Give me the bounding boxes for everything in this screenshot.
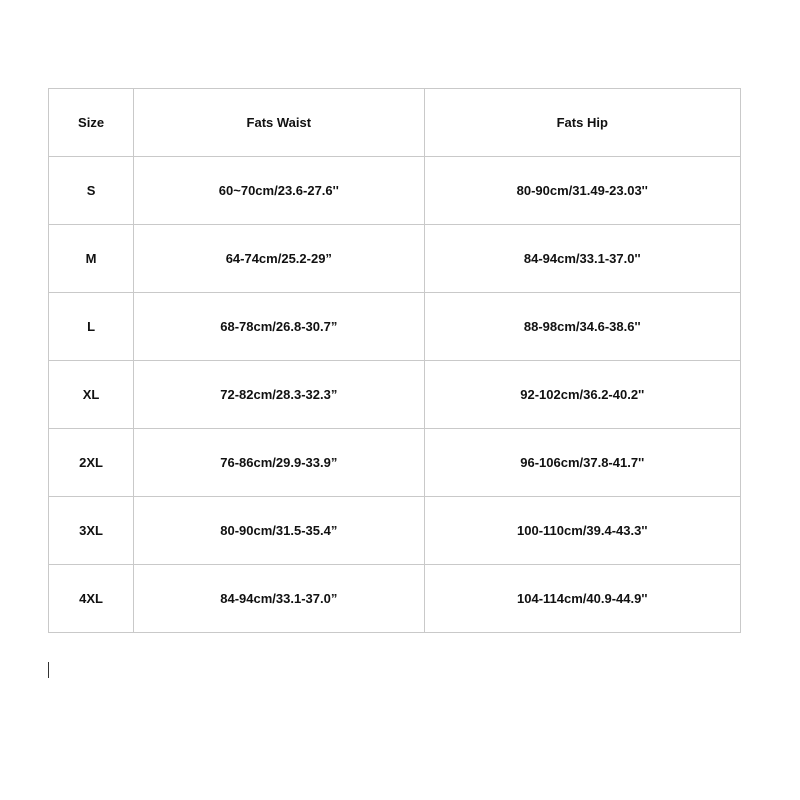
table-row [49, 361, 741, 429]
table-row [49, 157, 741, 225]
size-cell: 3XL [49, 497, 134, 565]
table-row [49, 225, 741, 293]
size-cell: 2XL [49, 429, 134, 497]
size-cell: 4XL [49, 565, 134, 633]
header-row [49, 89, 741, 157]
size-cell: M [49, 225, 134, 293]
waist-cell: 80-90cm/31.5-35.4” [134, 497, 424, 565]
header-size: Size [49, 89, 134, 157]
hip-cell: 104-114cm/40.9-44.9'' [424, 565, 740, 633]
table-row [49, 293, 741, 361]
hip-cell: 100-110cm/39.4-43.3'' [424, 497, 740, 565]
waist-cell: 84-94cm/33.1-37.0” [134, 565, 424, 633]
hip-cell: 84-94cm/33.1-37.0'' [424, 225, 740, 293]
waist-cell: 68-78cm/26.8-30.7” [134, 293, 424, 361]
hip-cell: 92-102cm/36.2-40.2'' [424, 361, 740, 429]
waist-cell: 72-82cm/28.3-32.3” [134, 361, 424, 429]
hip-cell: 96-106cm/37.8-41.7'' [424, 429, 740, 497]
size-cell: XL [49, 361, 134, 429]
text-cursor [48, 662, 49, 678]
waist-cell: 76-86cm/29.9-33.9” [134, 429, 424, 497]
table-row [49, 497, 741, 565]
header-fats-hip: Fats Hip [424, 89, 740, 157]
table-row [49, 429, 741, 497]
waist-cell: 64-74cm/25.2-29” [134, 225, 424, 293]
hip-cell: 88-98cm/34.6-38.6'' [424, 293, 740, 361]
hip-cell: 80-90cm/31.49-23.03'' [424, 157, 740, 225]
header-fats-waist: Fats Waist [134, 89, 424, 157]
table-row [49, 565, 741, 633]
size-cell: L [49, 293, 134, 361]
size-chart-table [48, 88, 741, 633]
waist-cell: 60~70cm/23.6-27.6'' [134, 157, 424, 225]
size-cell: S [49, 157, 134, 225]
